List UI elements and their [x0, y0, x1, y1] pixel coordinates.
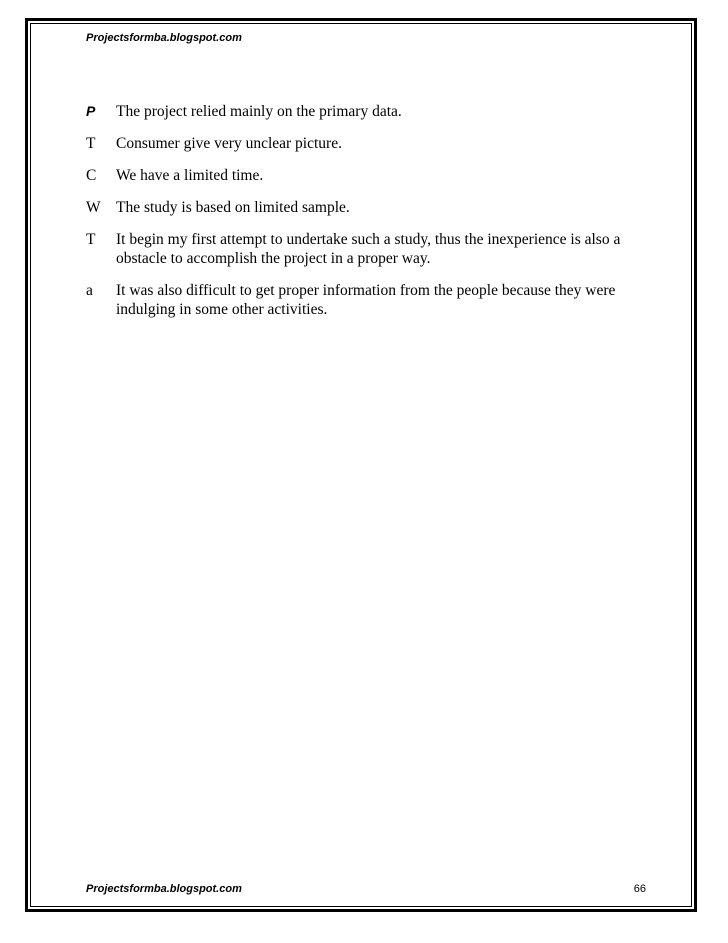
list-item [86, 198, 646, 217]
item-letter: T [86, 231, 96, 248]
item-letter: a [86, 282, 93, 299]
item-text: It begin my first attempt to undertake such a study, thus the inexperience is also a obstacle to accomplish the project in a proper way. [116, 231, 621, 267]
item-text: The study is based on limited sample. [116, 199, 350, 216]
footer-site: Projectsformba.blogspot.com [86, 883, 242, 895]
item-letter: T [86, 135, 96, 152]
header-site: Projectsformba.blogspot.com [86, 32, 242, 44]
item-text: Consumer give very unclear picture. [116, 135, 342, 152]
item-text: We have a limited time. [116, 167, 264, 184]
list-item [86, 166, 646, 185]
limitations-list [86, 102, 646, 332]
item-letter: P [86, 103, 96, 119]
item-text: The project relied mainly on the primary data. [116, 103, 402, 120]
item-text: It was also difficult to get proper information from the people because they were indulging in some other activities. [116, 282, 616, 318]
list-item [86, 134, 646, 153]
list-item [86, 281, 646, 319]
page-number: 66 [633, 883, 646, 895]
item-letter: C [86, 167, 97, 184]
list-item [86, 230, 646, 268]
item-letter: W [86, 199, 101, 216]
list-item [86, 102, 646, 121]
